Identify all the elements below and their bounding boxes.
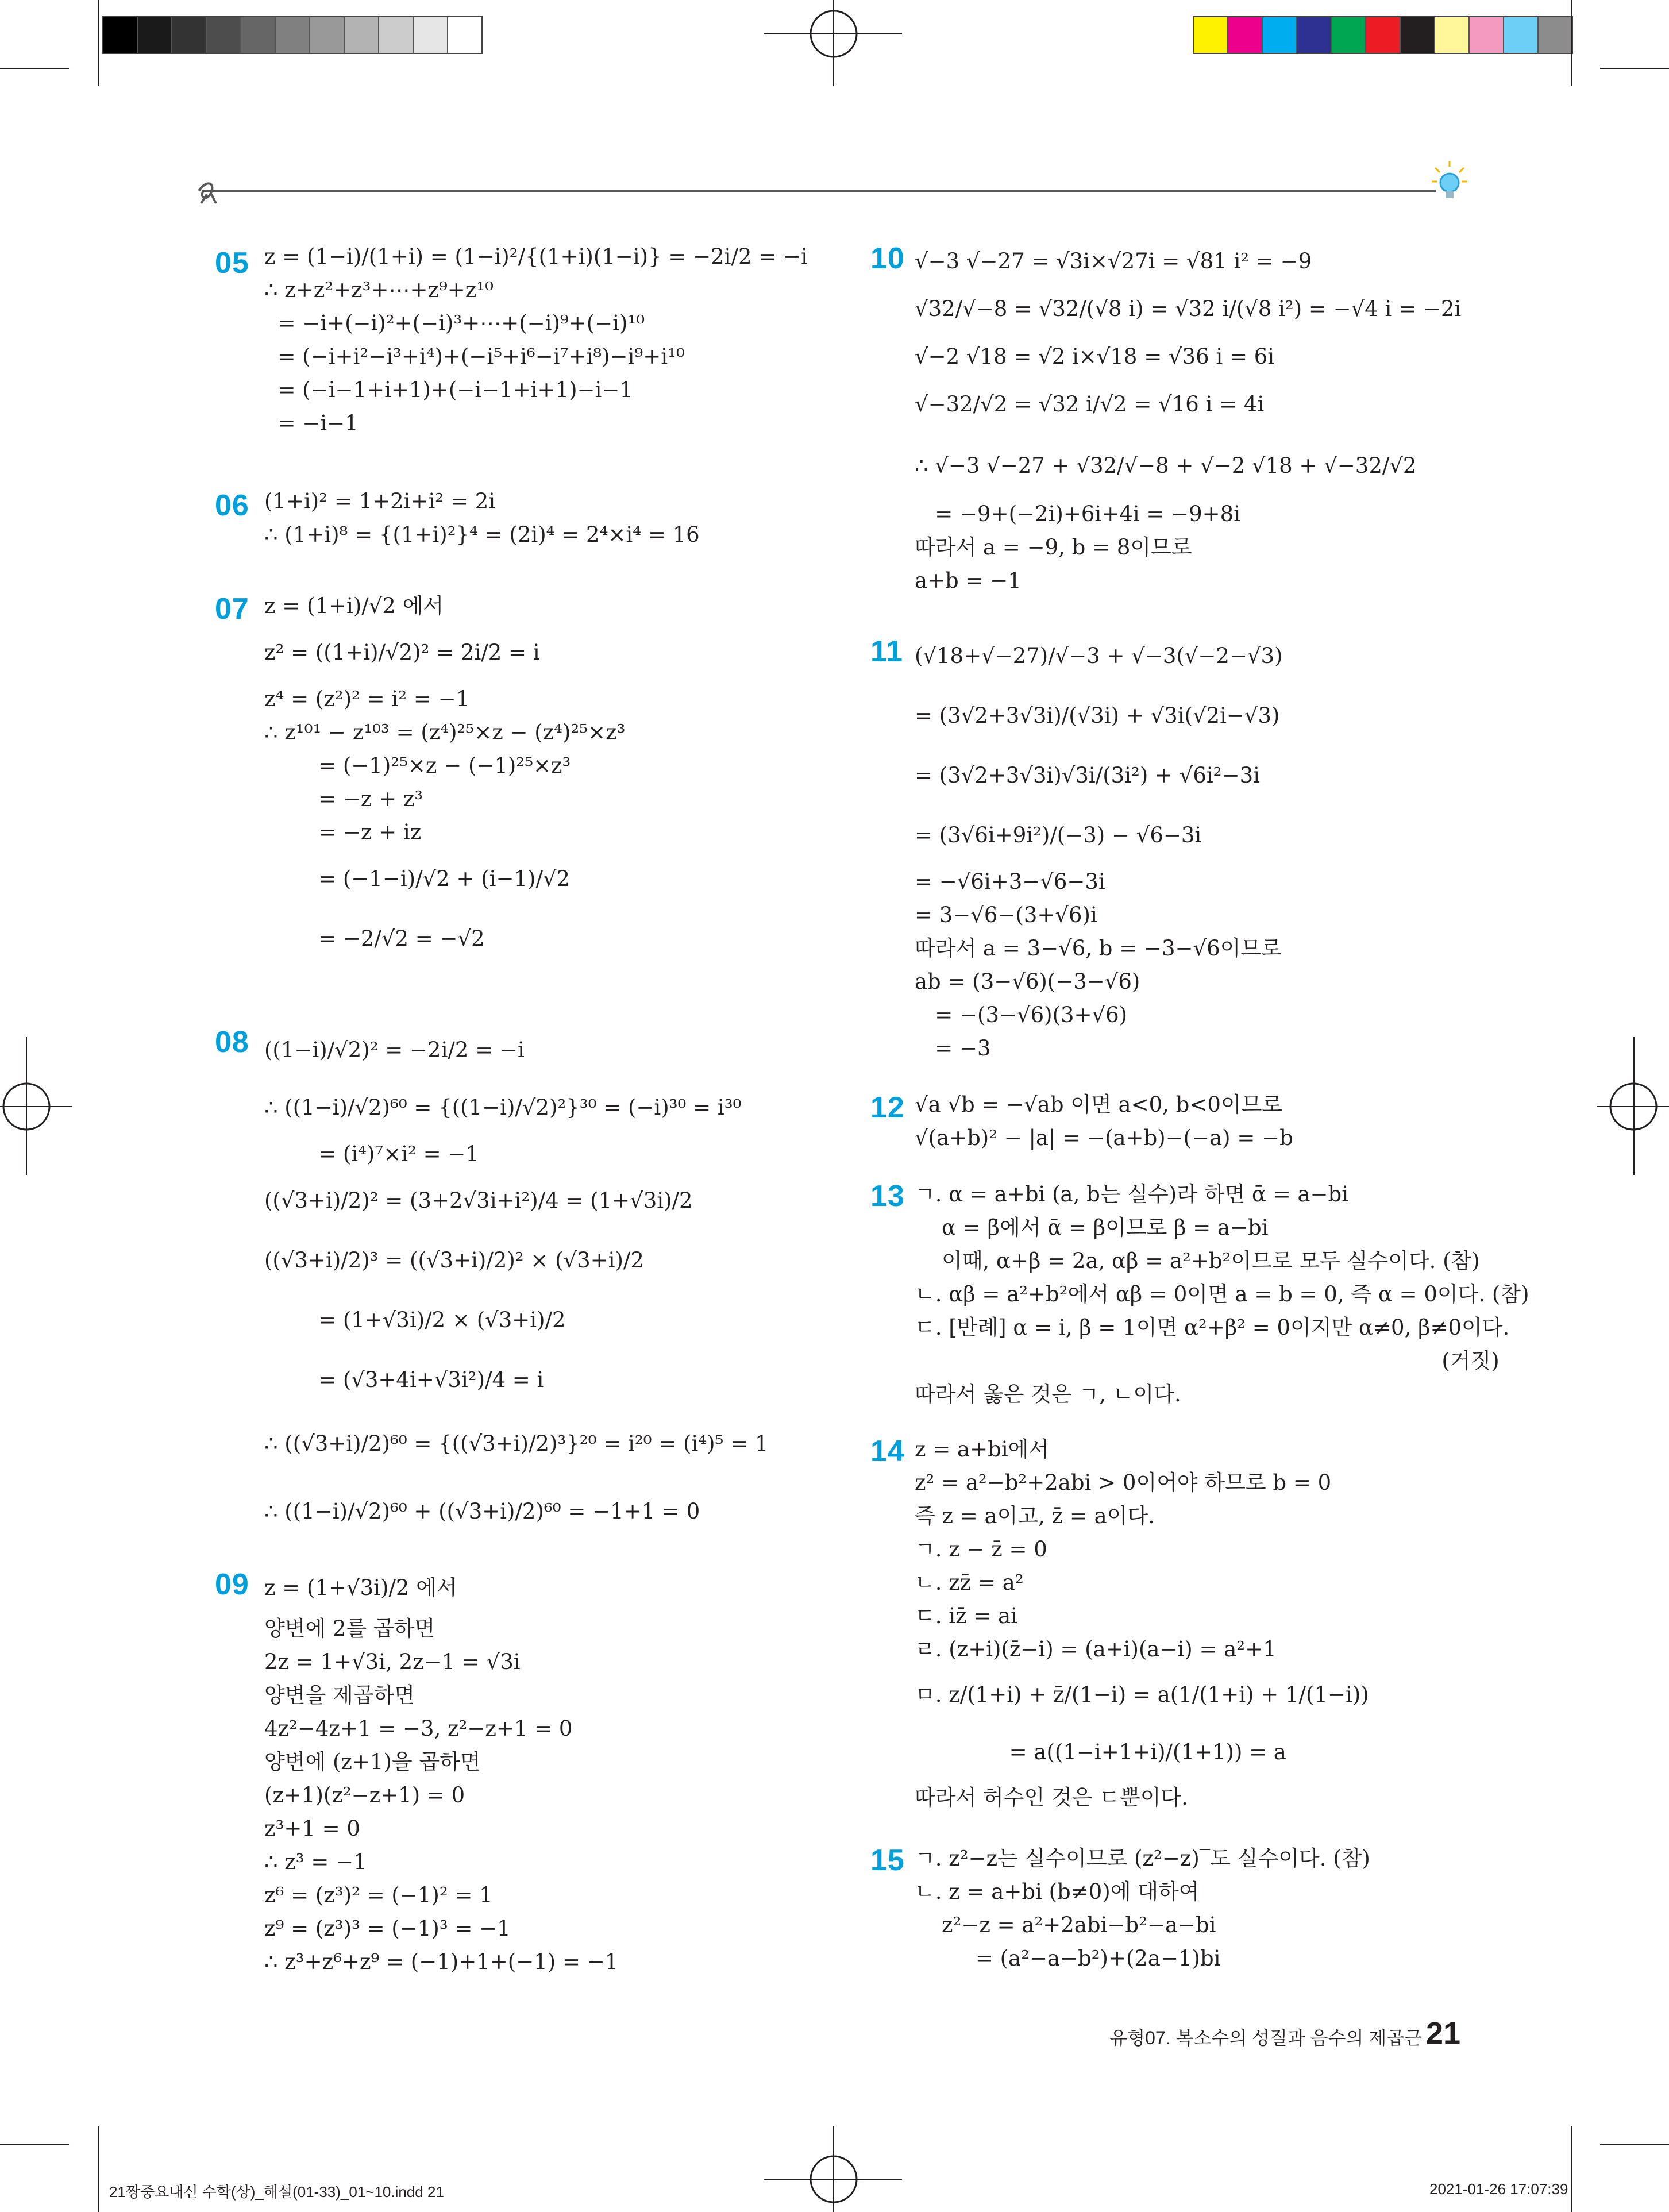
- registration-mark-left: [0, 1080, 53, 1133]
- problem-number: 06: [215, 489, 249, 522]
- solution-line: 따라서 a = −9, b = 8이므로: [915, 535, 1192, 560]
- registration-mark-top: [807, 7, 860, 60]
- problem-number: 07: [215, 592, 249, 626]
- solution-line: ∴ ((1−i)/√2)⁶⁰ = {((1−i)/√2)²}³⁰ = (−i)³⁰ = i³⁰: [264, 1095, 742, 1120]
- problem-number: 05: [215, 246, 249, 280]
- solution-line: 4z²−4z+1 = −3, z²−z+1 = 0: [264, 1716, 573, 1741]
- color-swatch: [1435, 17, 1470, 53]
- solution-line: ㄴ. z = a+bi (b≠0)에 대하여: [915, 1879, 1200, 1904]
- solution-line: z⁹ = (z³)³ = (−1)³ = −1: [264, 1916, 511, 1941]
- solution-line: (1+i)² = 1+2i+i² = 2i: [264, 489, 496, 514]
- solution-06: [264, 485, 700, 552]
- solution-line: = (−1−i)/√2 + (i−1)/√2: [264, 866, 571, 891]
- solution-line: ∴ z+z²+z³+⋯+z⁹+z¹⁰: [264, 278, 494, 302]
- solution-line: = (√3+4i+√3i²)/4 = i: [264, 1367, 544, 1392]
- problem-number: 14: [870, 1435, 905, 1468]
- solution-line: = a((1−i+1+i)/(1+1)) = a: [915, 1740, 1286, 1764]
- solution-line: √−32/√2 = √32 i/√2 = √16 i = 4i: [915, 392, 1265, 417]
- solution-line: √−3 √−27 = √3i×√27i = √81 i² = −9: [915, 249, 1312, 273]
- crop-mark: [1571, 2126, 1572, 2212]
- solution-line: = (3√6i+9i²)/(−3) − √6−3i: [915, 823, 1202, 847]
- crop-mark: [1600, 68, 1669, 69]
- solution-line: ㄹ. (z+i)(z̄−i) = (a+i)(a−i) = a²+1: [915, 1637, 1277, 1662]
- solution-line: ∴ z³ = −1: [264, 1849, 367, 1874]
- solution-07: [264, 589, 625, 969]
- solution-line: = (−i+i²−i³+i⁴)+(−i⁵+i⁶−i⁷+i⁸)−i⁹+i¹⁰: [264, 344, 685, 369]
- color-swatch: [276, 17, 310, 53]
- color-swatch: [448, 17, 481, 53]
- solution-line: = (3√2+3√3i)/(√3i) + √3i(√2i−√3): [915, 703, 1280, 728]
- color-swatch: [1332, 17, 1366, 53]
- solution-line: = (1+√3i)/2 × (√3+i)/2: [264, 1308, 566, 1332]
- solution-line: z⁴ = (z²)² = i² = −1: [264, 687, 470, 711]
- problem-number: 09: [215, 1568, 249, 1601]
- solution-line: = −√6i+3−√6−3i: [915, 869, 1105, 894]
- solution-15: [915, 1842, 1370, 1975]
- problem-number: 13: [870, 1180, 905, 1213]
- header-rule: [213, 190, 1436, 192]
- color-swatch: [345, 17, 379, 53]
- solution-line: z² = a²−b²+2abi > 0이어야 하므로 b = 0: [915, 1470, 1332, 1495]
- solution-line: ㄱ. α = a+bi (a, b는 실수)라 하면 ᾱ = a−bi: [915, 1182, 1349, 1207]
- solution-line: = −2/√2 = −√2: [264, 926, 485, 951]
- crop-mark: [1600, 2144, 1669, 2145]
- solution-line: ∴ ((1−i)/√2)⁶⁰ + ((√3+i)/2)⁶⁰ = −1+1 = 0: [264, 1499, 700, 1524]
- solution-line: 따라서 옳은 것은 ㄱ, ㄴ이다.: [915, 1382, 1181, 1406]
- crop-mark: [98, 2126, 99, 2212]
- solution-line: ㄴ. zz̄ = a²: [915, 1570, 1024, 1595]
- solution-14: [915, 1433, 1369, 1814]
- solution-line: 양변에 (z+1)을 곱하면: [264, 1749, 481, 1774]
- solution-line: ∴ (1+i)⁸ = {(1+i)²}⁴ = (2i)⁴ = 2⁴×i⁴ = 16: [264, 522, 700, 547]
- solution-line: √32/√−8 = √32/(√8 i) = √32 i/(√8 i²) = −√4 i = −2i: [915, 296, 1462, 321]
- color-swatch: [1470, 17, 1504, 53]
- color-swatch: [1297, 17, 1332, 53]
- solution-line: = −i−1: [264, 411, 359, 436]
- solution-line: z³+1 = 0: [264, 1816, 360, 1841]
- solution-line: ab = (3−√6)(−3−√6): [915, 969, 1140, 994]
- solution-line: = −(3−√6)(3+√6): [915, 1003, 1128, 1027]
- solution-line: = −9+(−2i)+6i+4i = −9+8i: [915, 502, 1241, 526]
- color-swatch: [379, 17, 414, 53]
- solution-line: (z+1)(z²−z+1) = 0: [264, 1783, 465, 1808]
- solution-line: = −i+(−i)²+(−i)³+⋯+(−i)⁹+(−i)¹⁰: [264, 311, 645, 336]
- color-swatch: [1228, 17, 1263, 53]
- solution-line: = −z + z³: [264, 787, 423, 811]
- solution-line: = −z + iz: [264, 820, 422, 845]
- color-swatch: [1401, 17, 1435, 53]
- color-swatch: [172, 17, 207, 53]
- process-color-bar: [1193, 16, 1573, 54]
- color-swatch: [1194, 17, 1228, 53]
- solution-line: ㄱ. z − z̄ = 0: [915, 1537, 1047, 1562]
- problem-number: 08: [215, 1026, 249, 1059]
- solution-line: z = (1+√3i)/2 에서: [264, 1575, 457, 1600]
- problem-number: 15: [870, 1844, 905, 1877]
- solution-line: z² = ((1+i)/√2)² = 2i/2 = i: [264, 640, 540, 665]
- solution-05: [264, 240, 808, 440]
- solution-line: 따라서 a = 3−√6, b = −3−√6이므로: [915, 936, 1282, 961]
- solution-line: = (−1)²⁵×z − (−1)²⁵×z³: [264, 753, 571, 778]
- solution-line: z = (1+i)/√2 에서: [264, 594, 444, 618]
- solution-line: = (i⁴)⁷×i² = −1: [264, 1142, 479, 1166]
- solution-line: ∴ √−3 √−27 + √32/√−8 + √−2 √18 + √−32/√2: [915, 453, 1417, 478]
- color-swatch: [1263, 17, 1297, 53]
- color-swatch: [1539, 17, 1572, 53]
- solution-line: (√18+√−27)/√−3 + √−3(√−2−√3): [915, 643, 1283, 668]
- solution-line: ㄱ. z²−z는 실수이므로 (z²−z)‾도 실수이다. (참): [915, 1846, 1370, 1871]
- solution-line: √(a+b)² − |a| = −(a+b)−(−a) = −b: [915, 1126, 1293, 1150]
- crop-mark: [98, 0, 99, 86]
- solution-line: (거짓): [915, 1348, 1500, 1373]
- color-swatch: [1504, 17, 1539, 53]
- solution-line: ㄷ. iz̄ = ai: [915, 1604, 1018, 1628]
- grayscale-color-bar: [102, 16, 483, 54]
- color-swatch: [414, 17, 448, 53]
- solution-09: [264, 1564, 618, 1979]
- solution-line: 양변을 제곱하면: [264, 1683, 415, 1708]
- solution-08: [264, 1023, 768, 1546]
- solution-line: 즉 z = a이고, z̄ = a이다.: [915, 1504, 1155, 1528]
- solution-line: = (−i−1+i+1)+(−i−1+i+1)−i−1: [264, 377, 633, 402]
- solution-11: [915, 626, 1283, 1065]
- solution-line: a+b = −1: [915, 568, 1022, 593]
- ribbon-icon: [195, 179, 231, 205]
- crop-mark: [0, 2144, 69, 2145]
- solution-line: α = β̄에서 ᾱ = β이므로 β = a−bi: [915, 1215, 1269, 1240]
- color-swatch: [207, 17, 241, 53]
- solution-line: ∴ ((√3+i)/2)⁶⁰ = {((√3+i)/2)³}²⁰ = i²⁰ = (i⁴)⁵ = 1: [264, 1431, 769, 1456]
- solution-line: ㄷ. [반례] α = i, β = 1이면 α²+β² = 0이지만 α≠0, β≠0이다.: [915, 1315, 1510, 1340]
- color-swatch: [138, 17, 172, 53]
- solution-10: [915, 244, 1461, 598]
- solution-line: ((√3+i)/2)³ = ((√3+i)/2)² × (√3+i)/2: [264, 1248, 644, 1273]
- problem-number: 11: [870, 635, 903, 668]
- solution-line: = (3√2+3√3i)√3i/(3i²) + √6i²−3i: [915, 763, 1260, 788]
- solution-line: ㄴ. αβ = a²+b²에서 αβ = 0이면 a = b = 0, 즉 α = 0이다. (참): [915, 1282, 1529, 1307]
- page-number: 21: [1426, 2016, 1461, 2051]
- solution-line: z⁶ = (z³)² = (−1)² = 1: [264, 1883, 493, 1907]
- color-swatch: [241, 17, 276, 53]
- solution-line: ㅁ. z/(1+i) + z̄/(1−i) = a(1/(1+i) + 1/(1−i)): [915, 1682, 1369, 1707]
- solution-12: [915, 1088, 1293, 1155]
- registration-mark-right: [1607, 1080, 1660, 1133]
- solution-line: z²−z = a²+2abi−b²−a−bi: [915, 1913, 1216, 1937]
- color-swatch: [103, 17, 138, 53]
- solution-line: 따라서 허수인 것은 ㄷ뿐이다.: [915, 1785, 1188, 1810]
- solution-line: 양변에 2를 곱하면: [264, 1616, 435, 1641]
- problem-number: 10: [870, 242, 905, 275]
- solution-line: 2z = 1+√3i, 2z−1 = √3i: [264, 1650, 521, 1674]
- solution-line: ∴ z¹⁰¹ − z¹⁰³ = (z⁴)²⁵×z − (z⁴)²⁵×z³: [264, 720, 626, 745]
- solution-line: ∴ z³+z⁶+z⁹ = (−1)+1+(−1) = −1: [264, 1949, 619, 1974]
- solution-line: √a √b = −√ab 이면 a<0, b<0이므로: [915, 1092, 1283, 1117]
- registration-mark-bottom: [807, 2153, 860, 2206]
- solution-13: [915, 1178, 1529, 1411]
- solution-line: z = (1−i)/(1+i) = (1−i)²/{(1+i)(1−i)} = −2i/2 = −i: [264, 244, 808, 269]
- footer-caption: 유형07. 복소수의 성질과 음수의 제곱근: [1109, 2028, 1422, 2048]
- solution-line: ((√3+i)/2)² = (3+2√3i+i²)/4 = (1+√3i)/2: [264, 1188, 693, 1213]
- solution-line: z = a+bi에서: [915, 1437, 1050, 1462]
- solution-line: = 3−√6−(3+√6)i: [915, 903, 1097, 927]
- color-swatch: [310, 17, 345, 53]
- problem-number: 12: [870, 1091, 905, 1124]
- color-swatch: [1366, 17, 1401, 53]
- solution-line: √−2 √18 = √2 i×√18 = √36 i = 6i: [915, 344, 1275, 369]
- print-slug-file: 21짱중요내신 수학(상)_해설(01-33)_01~10.indd 21: [109, 2183, 444, 2201]
- lightbulb-icon: [1429, 155, 1470, 207]
- solution-line: = (a²−a−b²)+(2a−1)bi: [915, 1946, 1221, 1971]
- print-slug-date: 2021-01-26 17:07:39: [1429, 2180, 1568, 2198]
- crop-mark: [1571, 0, 1572, 86]
- crop-mark: [0, 68, 69, 69]
- solution-line: 이때, α+β = 2a, αβ = a²+b²이므로 모두 실수이다. (참): [915, 1248, 1480, 1273]
- solution-line: = −3: [915, 1036, 991, 1061]
- solution-line: ((1−i)/√2)² = −2i/2 = −i: [264, 1038, 525, 1062]
